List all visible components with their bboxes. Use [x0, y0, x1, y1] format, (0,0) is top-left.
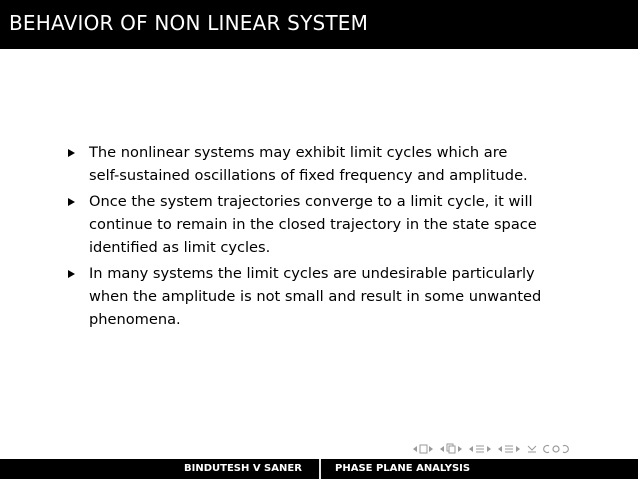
triangle-bullet-icon: [68, 149, 75, 157]
bullet-item: [66, 262, 596, 331]
bullet-line: Once the system trajectories converge to a limit cycle, it will: [89, 193, 533, 210]
triangle-bullet-icon: [68, 198, 75, 206]
triangle-bullet-icon: [68, 270, 75, 278]
footer-divider: [319, 459, 321, 479]
nav-align-icon[interactable]: [526, 443, 538, 455]
beamer-navigation: [412, 441, 569, 457]
bullet-item: [66, 141, 596, 187]
nav-section-icon[interactable]: [439, 443, 463, 455]
nav-frame-icon[interactable]: [412, 443, 434, 455]
nav-document-icon[interactable]: [497, 443, 521, 455]
footer-author: BINDUTESH V SANER: [184, 463, 302, 474]
title-bar: [0, 0, 638, 49]
bullet-item: [66, 190, 596, 259]
page-title: BEHAVIOR OF NON LINEAR SYSTEM: [9, 11, 369, 35]
bullet-line: In many systems the limit cycles are undesirable particularly: [89, 265, 535, 282]
bullet-list: [66, 141, 596, 334]
bullet-line: when the amplitude is not small and result in some unwanted: [89, 288, 542, 305]
footer-bar: [0, 459, 638, 479]
nav-search-icon[interactable]: [543, 443, 569, 455]
bullet-line: The nonlinear systems may exhibit limit cycles which are: [89, 144, 508, 161]
bullet-line: identified as limit cycles.: [89, 239, 271, 256]
nav-subsection-icon[interactable]: [468, 443, 492, 455]
bullet-line: self-sustained oscillations of fixed frequency and amplitude.: [89, 167, 528, 184]
bullet-line: phenomena.: [89, 311, 181, 328]
bullet-line: continue to remain in the closed trajectory in the state space: [89, 216, 537, 233]
footer-talk-title: PHASE PLANE ANALYSIS: [335, 463, 471, 474]
